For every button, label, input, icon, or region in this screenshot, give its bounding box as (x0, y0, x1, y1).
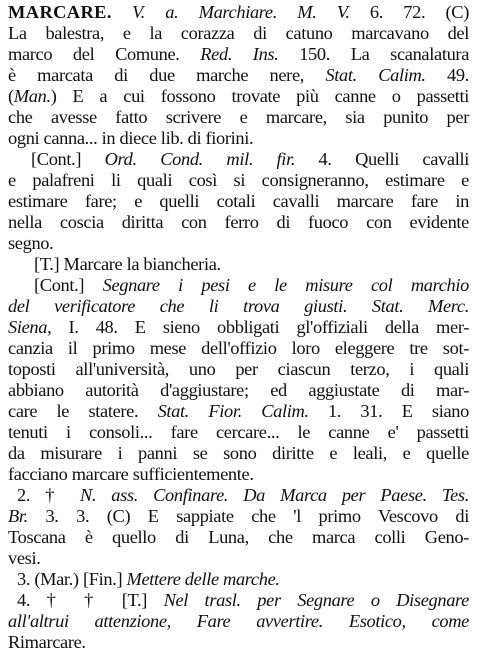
line-4-post: 49. (425, 65, 469, 85)
entry-line-7 (8, 128, 469, 149)
line-27-text: vesi. (8, 548, 41, 568)
line-6-text: che avesse fatto scrivere e marcare, sia punito per (8, 107, 469, 127)
line-23-text: facciano marcare sufficientemente. (8, 464, 254, 484)
entry-line-4 (8, 65, 469, 86)
line-2-text: La balestra, e la corazza di catuno marcavano del (8, 23, 469, 43)
entry-line-30-italic: all'altrui attenzione, Fare avvertire. Esotico, come (8, 611, 469, 631)
line-14-italic: Segnare i pesi e le misure col marchio (102, 275, 470, 295)
line-3-pre: marco del Comune. (8, 44, 201, 64)
line-14-pre: [Cont.] (34, 275, 103, 295)
entry-line-2 (8, 23, 469, 44)
entry-line-9 (8, 170, 469, 191)
entry-line-23 (8, 464, 469, 485)
line-16-italic: Siena, (8, 317, 52, 337)
line-21-text: tenuti i consoli... fare cercare... le canne e' passetti (8, 422, 469, 442)
line-24-pre: 2. † (17, 485, 81, 505)
line-13-text: [T.] Marcare la biancheria. (34, 254, 221, 274)
entry-line-25 (8, 506, 469, 527)
entry-line-27 (8, 548, 469, 569)
line-5-italic: Man. (13, 86, 51, 106)
entry-line-17 (8, 338, 469, 359)
entry-line-26 (8, 527, 469, 548)
entry-line-29 (17, 590, 469, 611)
entry-line-28 (17, 569, 469, 590)
entry-line-12 (8, 233, 469, 254)
line-17-text: canzia il primo mese dell'offizio loro eleggere tre sot- (8, 338, 469, 358)
entry-line-16 (8, 317, 469, 338)
line-20-italic: Stat. Fior. Calim. (157, 401, 309, 421)
line-11-text: nella coscia diritta con ferro di fuoco con evidente (8, 212, 469, 232)
entry-line-14 (34, 275, 469, 296)
entry-line-1 (8, 2, 469, 23)
entry-line-15 (8, 296, 469, 317)
line-5-post: ) E a cui fossono trovate più canne o passetti (50, 86, 469, 106)
line-4-italic: Stat. Calim. (325, 65, 426, 85)
line-4-pre: è marcata di due marche nere, (8, 65, 326, 85)
line-25-post: 3. 3. (C) E sappiate che 'l primo Vescovo di (27, 506, 469, 526)
entry-line-10 (8, 191, 469, 212)
line-29-italic: Nel trasl. per Segnare o Disegnare (163, 590, 469, 610)
line-25-italic: Br. (8, 506, 28, 526)
entry-line-21 (8, 422, 469, 443)
line-15-italic: del verificatore che li trova giusti. Stat. Merc. (8, 296, 469, 316)
entry-line-3 (8, 44, 469, 65)
entry-line-18 (8, 359, 469, 380)
entry-line-20 (8, 401, 469, 422)
entry-line-31-pre: Rimarcare. (8, 632, 86, 652)
line-24-italic: N. ass. Confinare. Da Marca per Paese. Tes. (80, 485, 469, 505)
line-16-post: I. 48. E sieno obbligati gl'offiziali della mer- (51, 317, 469, 337)
entry-line-31 (8, 632, 469, 653)
entry-line-24 (17, 485, 469, 506)
entry-line-6 (8, 107, 469, 128)
entry-line-5 (8, 86, 469, 107)
line-28-italic: Mettere delle marche. (126, 569, 280, 589)
line-12-text: segno. (8, 233, 54, 253)
line-29-pre: 4. † † [T.] (17, 590, 164, 610)
line-5-pre: ( (8, 86, 14, 106)
headword: MARCARE. (8, 2, 112, 22)
entry-line-30 (8, 611, 469, 632)
line-7-text: ogni canna... in diece lib. di fiorini. (8, 128, 254, 148)
line-1-italic: V. a. Marchiare. M. V. (132, 2, 350, 22)
line-3-italic: Red. Ins. (200, 44, 279, 64)
line-3-post: 150. La scanalatura (278, 44, 470, 64)
line-8-pre: [Cont.] (31, 149, 105, 169)
line-19-text: abbiano autorità d'aggiustare; ed aggiustate di mar- (8, 380, 469, 400)
line-28-pre: 3. (Mar.) [Fin.] (17, 569, 127, 589)
line-18-text: toposti all'università, uno per ciascun terzo, i quali (8, 359, 469, 379)
entry-line-19 (8, 380, 469, 401)
entry-line-11 (8, 212, 469, 233)
entry-line-8 (31, 149, 469, 170)
line-26-text: Toscana è quello di Luna, che marca colli Geno- (8, 527, 469, 547)
line-20-pre: care le statere. (8, 401, 158, 421)
line-10-text: estimare fare; e quelli cotali cavalli marcare fare in (8, 191, 469, 211)
line-22-text: da misurare i panni se sono diritte e leali, e quelle (8, 443, 469, 463)
entry-line-22 (8, 443, 469, 464)
line-8-italic: Ord. Cond. mil. fir. (104, 149, 296, 169)
line-20-post: 1. 31. E siano (308, 401, 469, 421)
line-9-text: e palafreni li quali così si consigneranno, estimare e (8, 170, 469, 190)
entry-line-13 (34, 254, 469, 275)
line-8-post: 4. Quelli cavalli (295, 149, 469, 169)
line-1-post: 6. 72. (C) (349, 2, 469, 22)
